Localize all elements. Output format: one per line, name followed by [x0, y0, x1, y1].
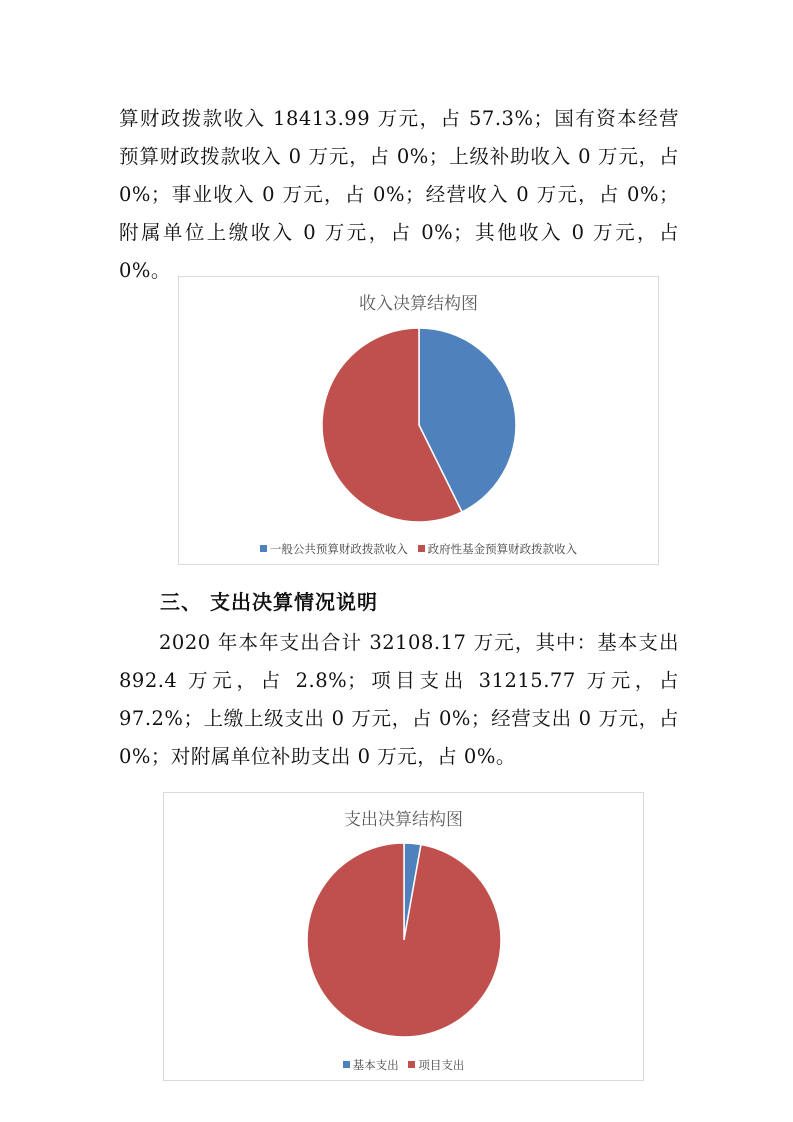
pie-slice-2 [307, 843, 501, 1037]
income-chart [178, 276, 659, 565]
legend-item-basic-expense: 基本支出 [343, 1057, 399, 1073]
income-chart-legend [179, 541, 658, 557]
legend-item-government-fund-budget: 政府性基金预算财政拨款收入 [418, 541, 578, 557]
expense-chart [163, 792, 644, 1081]
section-heading: 三、 支出决算情况说明 [160, 590, 378, 614]
legend-swatch [418, 545, 425, 552]
legend-swatch [408, 1061, 415, 1068]
legend-swatch [343, 1061, 350, 1068]
income-paragraph: 算财政拨款收入 18413.99 万元，占 57.3%；国有资本经营预算财政拨款收入 0 万元，占 0%；上级补助收入 0 万元，占 0%；事业收入 0 万元，占 0%；经营收入 0 万元，占 0%；附属单位上缴收入 0 万元，占 0%；其他收入 0 万元，占 0%。 [119, 107, 679, 282]
legend-swatch [260, 545, 267, 552]
expense-chart-legend [164, 1057, 643, 1073]
income-chart-title: 收入决算结构图 [359, 294, 478, 314]
expense-chart-title: 支出决算结构图 [344, 810, 463, 830]
income-pie [179, 277, 658, 564]
legend-item-general-public-budget: 一般公共预算财政拨款收入 [260, 541, 408, 557]
expense-pie [164, 793, 643, 1080]
legend-item-project-expense: 项目支出 [408, 1057, 464, 1073]
expense-paragraph: 2020 年本年支出合计 32108.17 万元，其中：基本支出 892.4 万元，占 2.8%；项目支出 31215.77 万元，占 97.2%；上缴上级支出 0 万元，占 0%；经营支出 0 万元，占 0%；对附属单位补助支出 0 万元，占 0%。 [119, 631, 679, 768]
